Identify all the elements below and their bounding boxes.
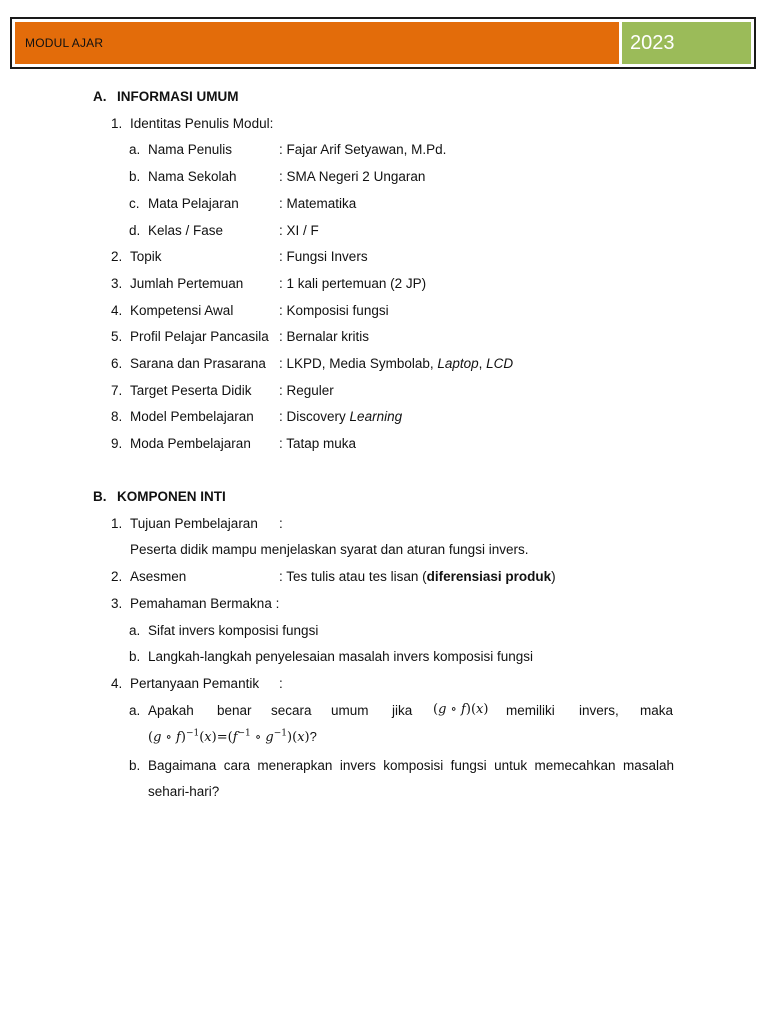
item-number: 3.	[111, 596, 123, 611]
item-number: 2.	[111, 569, 123, 584]
sub-item-number: c.	[129, 196, 140, 211]
pemahaman-item: Sifat invers komposisi fungsi	[148, 623, 319, 638]
tujuan-text: Peserta didik mampu menjelaskan syarat dan aturan fungsi invers.	[130, 542, 529, 557]
section-a-title: INFORMASI UMUM	[117, 89, 239, 104]
math-expression-inverse-composition: (g ∘ $f)^{-1}(x)=(f^{-1}$ ∘ $g^{-1})(x)$?	[148, 728, 317, 745]
question-b-line2: sehari-hari?	[148, 784, 220, 799]
item-number: 3.	[111, 276, 123, 291]
question-word: jika	[392, 703, 413, 718]
asesmen-label: Asesmen	[130, 569, 187, 584]
header-year: 2023	[622, 22, 751, 64]
kelas-fase-label: Kelas / Fase	[148, 223, 224, 238]
item-number: 9.	[111, 436, 123, 451]
sub-item-number: a.	[129, 142, 141, 157]
pemahaman-label: Pemahaman Bermakna :	[130, 596, 280, 611]
model-pembelajaran-label: Model Pembelajaran	[130, 409, 254, 424]
item-number: 8.	[111, 409, 123, 424]
profil-pelajar-value: : Bernalar kritis	[279, 329, 370, 344]
item-number: 5.	[111, 329, 123, 344]
nama-penulis-label: Nama Penulis	[148, 142, 233, 157]
item-number: 1.	[111, 516, 123, 531]
sub-item-number: b.	[129, 169, 141, 184]
question-word: maka	[640, 703, 674, 718]
item-number: 6.	[111, 356, 123, 371]
profil-pelajar-label: Profil Pelajar Pancasila	[130, 329, 269, 344]
topik-label: Topik	[130, 249, 162, 264]
item-number: 1.	[111, 116, 123, 131]
identitas-colon: :	[269, 116, 274, 131]
jumlah-pertemuan-label: Jumlah Pertemuan	[130, 276, 244, 291]
tujuan-label: Tujuan Pembelajaran	[130, 516, 258, 531]
moda-pembelajaran-value: : Tatap muka	[279, 436, 357, 451]
pertanyaan-colon: :	[279, 676, 283, 691]
pemahaman-item: Langkah-langkah penyelesaian masalah invers komposisi fungsi	[148, 649, 533, 664]
sub-item-number: b.	[129, 758, 141, 773]
identitas-label: Identitas Penulis Modul	[130, 116, 270, 131]
pertanyaan-label: Pertanyaan Pemantik	[130, 676, 260, 691]
target-peserta-label: Target Peserta Didik	[130, 383, 252, 398]
math-expression-gof-x: (g ∘ f)(x)	[433, 702, 489, 717]
topik-value: : Fungsi Invers	[279, 249, 368, 264]
question-word: Apakah	[148, 703, 194, 718]
section-a-marker: A.	[93, 89, 107, 104]
sub-item-number: b.	[129, 649, 141, 664]
question-word: umum	[331, 703, 369, 718]
kelas-fase-value: : XI / F	[279, 223, 319, 238]
item-number: 4.	[111, 303, 123, 318]
kompetensi-awal-label: Kompetensi Awal	[130, 303, 234, 318]
model-pembelajaran-value: : Discovery Learning	[279, 409, 403, 424]
nama-sekolah-label: Nama Sekolah	[148, 169, 237, 184]
item-number: 2.	[111, 249, 123, 264]
item-number: 4.	[111, 676, 123, 691]
sub-item-number: a.	[129, 703, 141, 718]
sarana-label: Sarana dan Prasarana	[130, 356, 266, 371]
question-word: benar	[217, 703, 252, 718]
header-band	[10, 17, 756, 69]
item-number: 7.	[111, 383, 123, 398]
item-label	[130, 115, 273, 133]
header-inner	[15, 22, 751, 64]
section-b-marker: B.	[93, 489, 107, 504]
sub-item-number: a.	[129, 623, 141, 638]
question-word: secara	[271, 703, 312, 718]
nama-sekolah-value: : SMA Negeri 2 Ungaran	[279, 169, 426, 184]
sarana-value: : LKPD, Media Symbolab, Laptop, LCD	[279, 356, 514, 371]
question-word: memiliki	[506, 703, 555, 718]
section-b-heading	[93, 488, 226, 506]
section-b-title: KOMPONEN INTI	[117, 489, 226, 504]
target-peserta-value: : Reguler	[279, 383, 334, 398]
jumlah-pertemuan-value: : 1 kali pertemuan (2 JP)	[279, 276, 427, 291]
section-a-heading	[93, 88, 239, 106]
header-title: MODUL AJAR	[15, 22, 619, 64]
mata-pelajaran-label: Mata Pelajaran	[148, 196, 239, 211]
question-word: invers,	[579, 703, 619, 718]
tujuan-colon: :	[279, 516, 283, 531]
sub-item-number: d.	[129, 223, 141, 238]
asesmen-value: : Tes tulis atau tes lisan (diferensiasi produk)	[279, 569, 556, 584]
moda-pembelajaran-label: Moda Pembelajaran	[130, 436, 251, 451]
mata-pelajaran-value: : Matematika	[279, 196, 357, 211]
question-b-line1: Bagaimana cara menerapkan invers komposisi fungsi untuk memecahkan masalah	[148, 758, 674, 773]
kompetensi-awal-value: : Komposisi fungsi	[279, 303, 389, 318]
nama-penulis-value: : Fajar Arif Setyawan, M.Pd.	[279, 142, 447, 157]
